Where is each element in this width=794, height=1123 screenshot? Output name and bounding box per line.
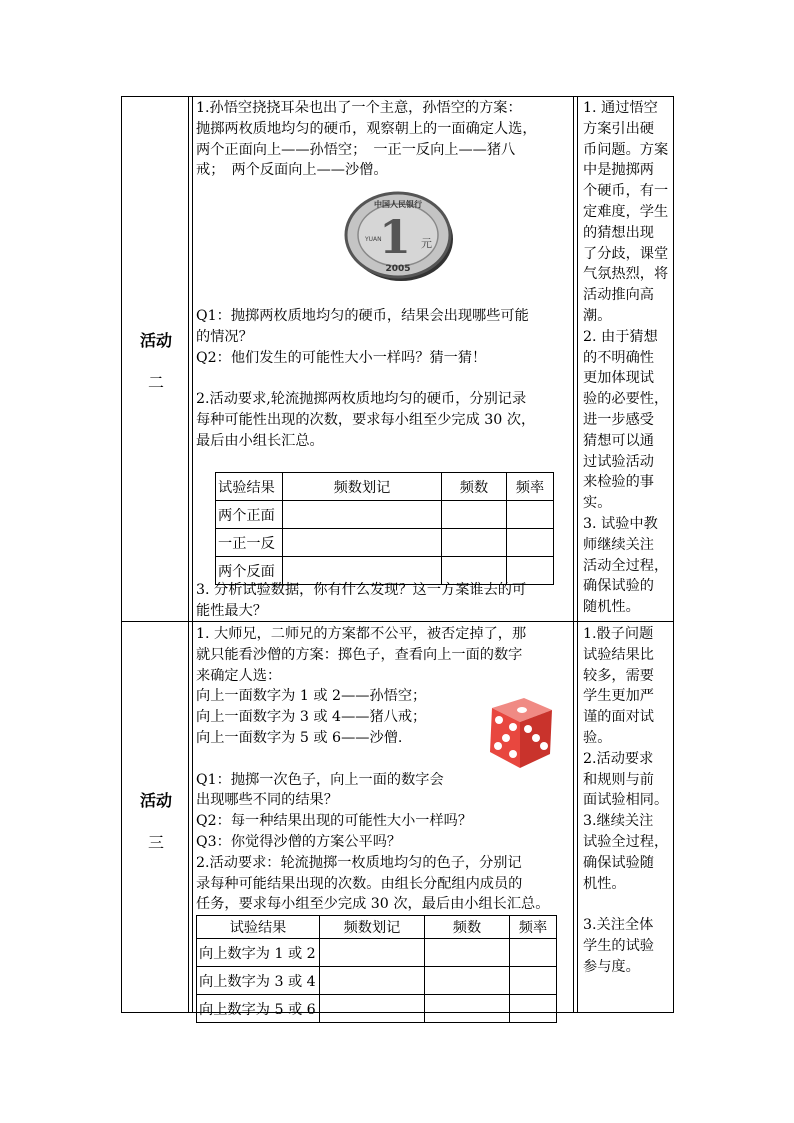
table-cell-empty[interactable]: [425, 967, 510, 995]
question-line: Q2：他们发生的可能性大小一样吗？猜一猜！: [196, 349, 487, 366]
col-divider-2a: [573, 96, 574, 1013]
text-line: 就只能看沙僧的方案：掷色子，查看向上一面的数字: [196, 646, 523, 663]
question-line: Q2：每一种结果出现的可能性大小一样吗？: [196, 813, 473, 830]
activity3-label: 活动: [139, 791, 172, 810]
table-header-row: [216, 473, 554, 501]
die-pip: [524, 725, 532, 733]
note-line: 进一步感受: [583, 411, 654, 428]
note-line: 学生更加严: [583, 688, 654, 705]
note-line: 1.骰子问题: [583, 626, 654, 642]
note-line: 的猜想出现: [583, 224, 654, 241]
note-line: 学生的试验: [583, 937, 654, 954]
text-line: 抛掷两枚质地均匀的硬币，观察朝上的一面确定人选，: [196, 120, 537, 137]
activity2-number: 二: [147, 373, 164, 392]
table-cell: 两个反面: [216, 557, 283, 585]
coin-yuan: YUAN: [365, 236, 382, 243]
table-cell: 向上数字为 1 或 2: [197, 939, 320, 967]
note-line: 确保试验的: [583, 578, 654, 595]
note-line: 个硬币，有一: [583, 183, 669, 200]
note-line: 谨的面对试: [583, 709, 654, 726]
table-cell-empty[interactable]: [510, 939, 557, 967]
question-line: 的情况？: [196, 328, 253, 345]
table-header-row: [197, 916, 557, 939]
note-line: 币问题。方案: [583, 141, 669, 158]
activity2-questions: [196, 306, 572, 452]
text-line: 能性最大？: [196, 602, 267, 619]
col-divider-1b: [192, 96, 193, 1013]
table-border-left: [121, 96, 122, 1013]
die-pip: [540, 742, 548, 750]
table-cell-empty[interactable]: [442, 501, 507, 529]
table-cell-empty[interactable]: [320, 939, 425, 967]
table-header: 试验结果: [216, 473, 283, 501]
question-line: 出现哪些不同的结果？: [196, 792, 338, 809]
question-line: Q1：抛掷两枚质地均匀的硬币，结果会出现哪些可能: [196, 308, 529, 324]
note-line: 确保试验随: [583, 854, 654, 871]
text-line: 最后由小组长汇总。: [196, 432, 324, 449]
question-line: Q3：你觉得沙僧的方案公平吗？: [196, 833, 402, 850]
table-cell-empty[interactable]: [442, 529, 507, 557]
note-line: 来检验的事: [583, 474, 654, 491]
table-row: [216, 501, 554, 529]
note-line: 面试验相同。: [583, 792, 669, 809]
activity3-notes: [583, 624, 669, 978]
coin-year: 2005: [385, 264, 411, 274]
table-cell-empty[interactable]: [507, 501, 554, 529]
table-row: [197, 967, 557, 995]
text-line: 来确定人选：: [196, 667, 282, 684]
table-cell: 向上数字为 3 或 4: [197, 967, 320, 995]
table-header: 频率: [507, 473, 554, 501]
note-line: 中是抛掷两: [583, 162, 654, 179]
table-header: 频数划记: [283, 473, 442, 501]
table-cell-empty[interactable]: [320, 995, 425, 1023]
table-cell-empty[interactable]: [425, 939, 510, 967]
table-cell-empty[interactable]: [510, 967, 557, 995]
text-line: 录每种可能结果出现的次数。由组长分配组内成员的: [196, 875, 523, 892]
note-line: 随机性。: [583, 599, 640, 616]
note-line: 活动推向高: [583, 287, 654, 304]
note-line: 活动全过程，: [583, 557, 669, 574]
question-line: Q1：抛掷一次色子，向上一面的数字会: [196, 771, 444, 788]
table-header: 频数: [442, 473, 507, 501]
die-pip: [532, 734, 540, 742]
table-row: [216, 529, 554, 557]
note-line: 实。: [583, 495, 612, 512]
text-line: 两个正面向上——孙悟空； 一正一反向上——猪八: [196, 141, 516, 158]
coin-denomination: 1: [378, 210, 412, 264]
note-line: 过试验活动: [583, 453, 654, 470]
text-line: 3. 分析试验数据，你有什么发现？这一方案谁去的可: [196, 582, 527, 598]
table-cell-empty[interactable]: [320, 967, 425, 995]
text-line: 戒； 两个反面向上——沙僧。: [196, 162, 388, 179]
die-pip: [502, 734, 510, 742]
table-border-top: [121, 96, 674, 97]
table-cell-empty[interactable]: [425, 995, 510, 1023]
note-line: 试验全过程，: [583, 833, 669, 850]
note-line: 试验结果比: [583, 646, 654, 663]
text-line: 向上一面数字为 5 或 6——沙僧.: [196, 729, 403, 746]
note-line: 较多，需要: [583, 667, 654, 684]
activity3-record-table: [196, 915, 557, 1023]
table-cell: 向上数字为 5 或 6: [197, 995, 320, 1023]
note-line: 和规则与前: [583, 771, 654, 788]
die-pip: [494, 742, 502, 750]
table-cell-empty[interactable]: [283, 501, 442, 529]
activity2-intro: [196, 98, 572, 181]
table-header: 频数划记: [320, 916, 425, 939]
activity3-number: 三: [147, 833, 164, 852]
die-image: [484, 696, 558, 774]
text-line: 2.活动要求：轮流抛掷一枚质地均匀的色子，分别记: [196, 854, 522, 871]
note-line: 师继续关注: [583, 536, 654, 553]
col-divider-1a: [188, 96, 189, 1013]
table-cell-empty[interactable]: [283, 529, 442, 557]
table-cell-empty[interactable]: [510, 995, 557, 1023]
note-line: 更加体现试: [583, 370, 654, 387]
note-line: 验。: [583, 729, 612, 746]
table-cell: 一正一反: [216, 529, 283, 557]
note-line: 潮。: [583, 307, 612, 324]
table-border-right: [673, 96, 674, 1013]
note-line: 1. 通过悟空: [583, 100, 658, 116]
die-pip: [509, 723, 517, 731]
die-pip: [495, 716, 503, 724]
text-line: 向上一面数字为 3 或 4——猪八戒；: [196, 709, 427, 726]
note-line: 定难度，学生: [583, 203, 669, 220]
note-line: 的不明确性: [583, 349, 654, 366]
activity2-analysis: [196, 580, 572, 622]
coin-top-text: 中国人民银行: [374, 200, 422, 209]
table-header: 频数: [425, 916, 510, 939]
text-line: 2.活动要求,轮流抛掷两枚质地均匀的硬币，分别记录: [196, 391, 527, 408]
note-line: 气氛热烈，将: [583, 266, 669, 283]
table-cell-empty[interactable]: [507, 529, 554, 557]
note-line: 方案引出硬: [583, 120, 654, 137]
text-line: 每种可能性出现的次数，要求每小组至少完成 30 次，: [196, 411, 536, 428]
text-line: 1.孙悟空挠挠耳朵也出了一个主意，孙悟空的方案：: [196, 100, 522, 116]
note-line: 猜想可以通: [583, 432, 654, 449]
note-line: 参与度。: [583, 958, 640, 975]
table-header: 试验结果: [197, 916, 320, 939]
note-line: 机性。: [583, 875, 626, 892]
note-line: 2. 由于猜想: [583, 328, 658, 345]
die-pip: [517, 707, 527, 713]
note-line: 3.继续关注: [583, 813, 654, 830]
note-line: 3.关注全体: [583, 917, 654, 934]
activity2-notes: [583, 98, 669, 618]
note-line: 验的必要性，: [583, 391, 669, 408]
note-line: 3. 试验中教: [583, 515, 658, 532]
activity2-record-table: [215, 472, 554, 585]
text-line: 向上一面数字为 1 或 2——孙悟空；: [196, 688, 427, 705]
table-row: [197, 939, 557, 967]
table-cell: 两个正面: [216, 501, 283, 529]
activity2-label: 活动: [139, 331, 172, 350]
note-line: 了分歧，课堂: [583, 245, 669, 262]
coin-image: [343, 185, 455, 285]
text-line: 1. 大师兄，二师兄的方案都不公平，被否定掉了，那: [196, 626, 527, 642]
table-row: [197, 995, 557, 1023]
table-header: 频率: [510, 916, 557, 939]
text-line: 任务，要求每小组至少完成 30 次，最后由小组长汇总。: [196, 896, 550, 913]
die-pip: [509, 750, 517, 758]
col-divider-2b: [577, 96, 578, 1013]
coin-unit: 元: [421, 237, 432, 250]
note-line: 2.活动要求: [583, 750, 654, 767]
